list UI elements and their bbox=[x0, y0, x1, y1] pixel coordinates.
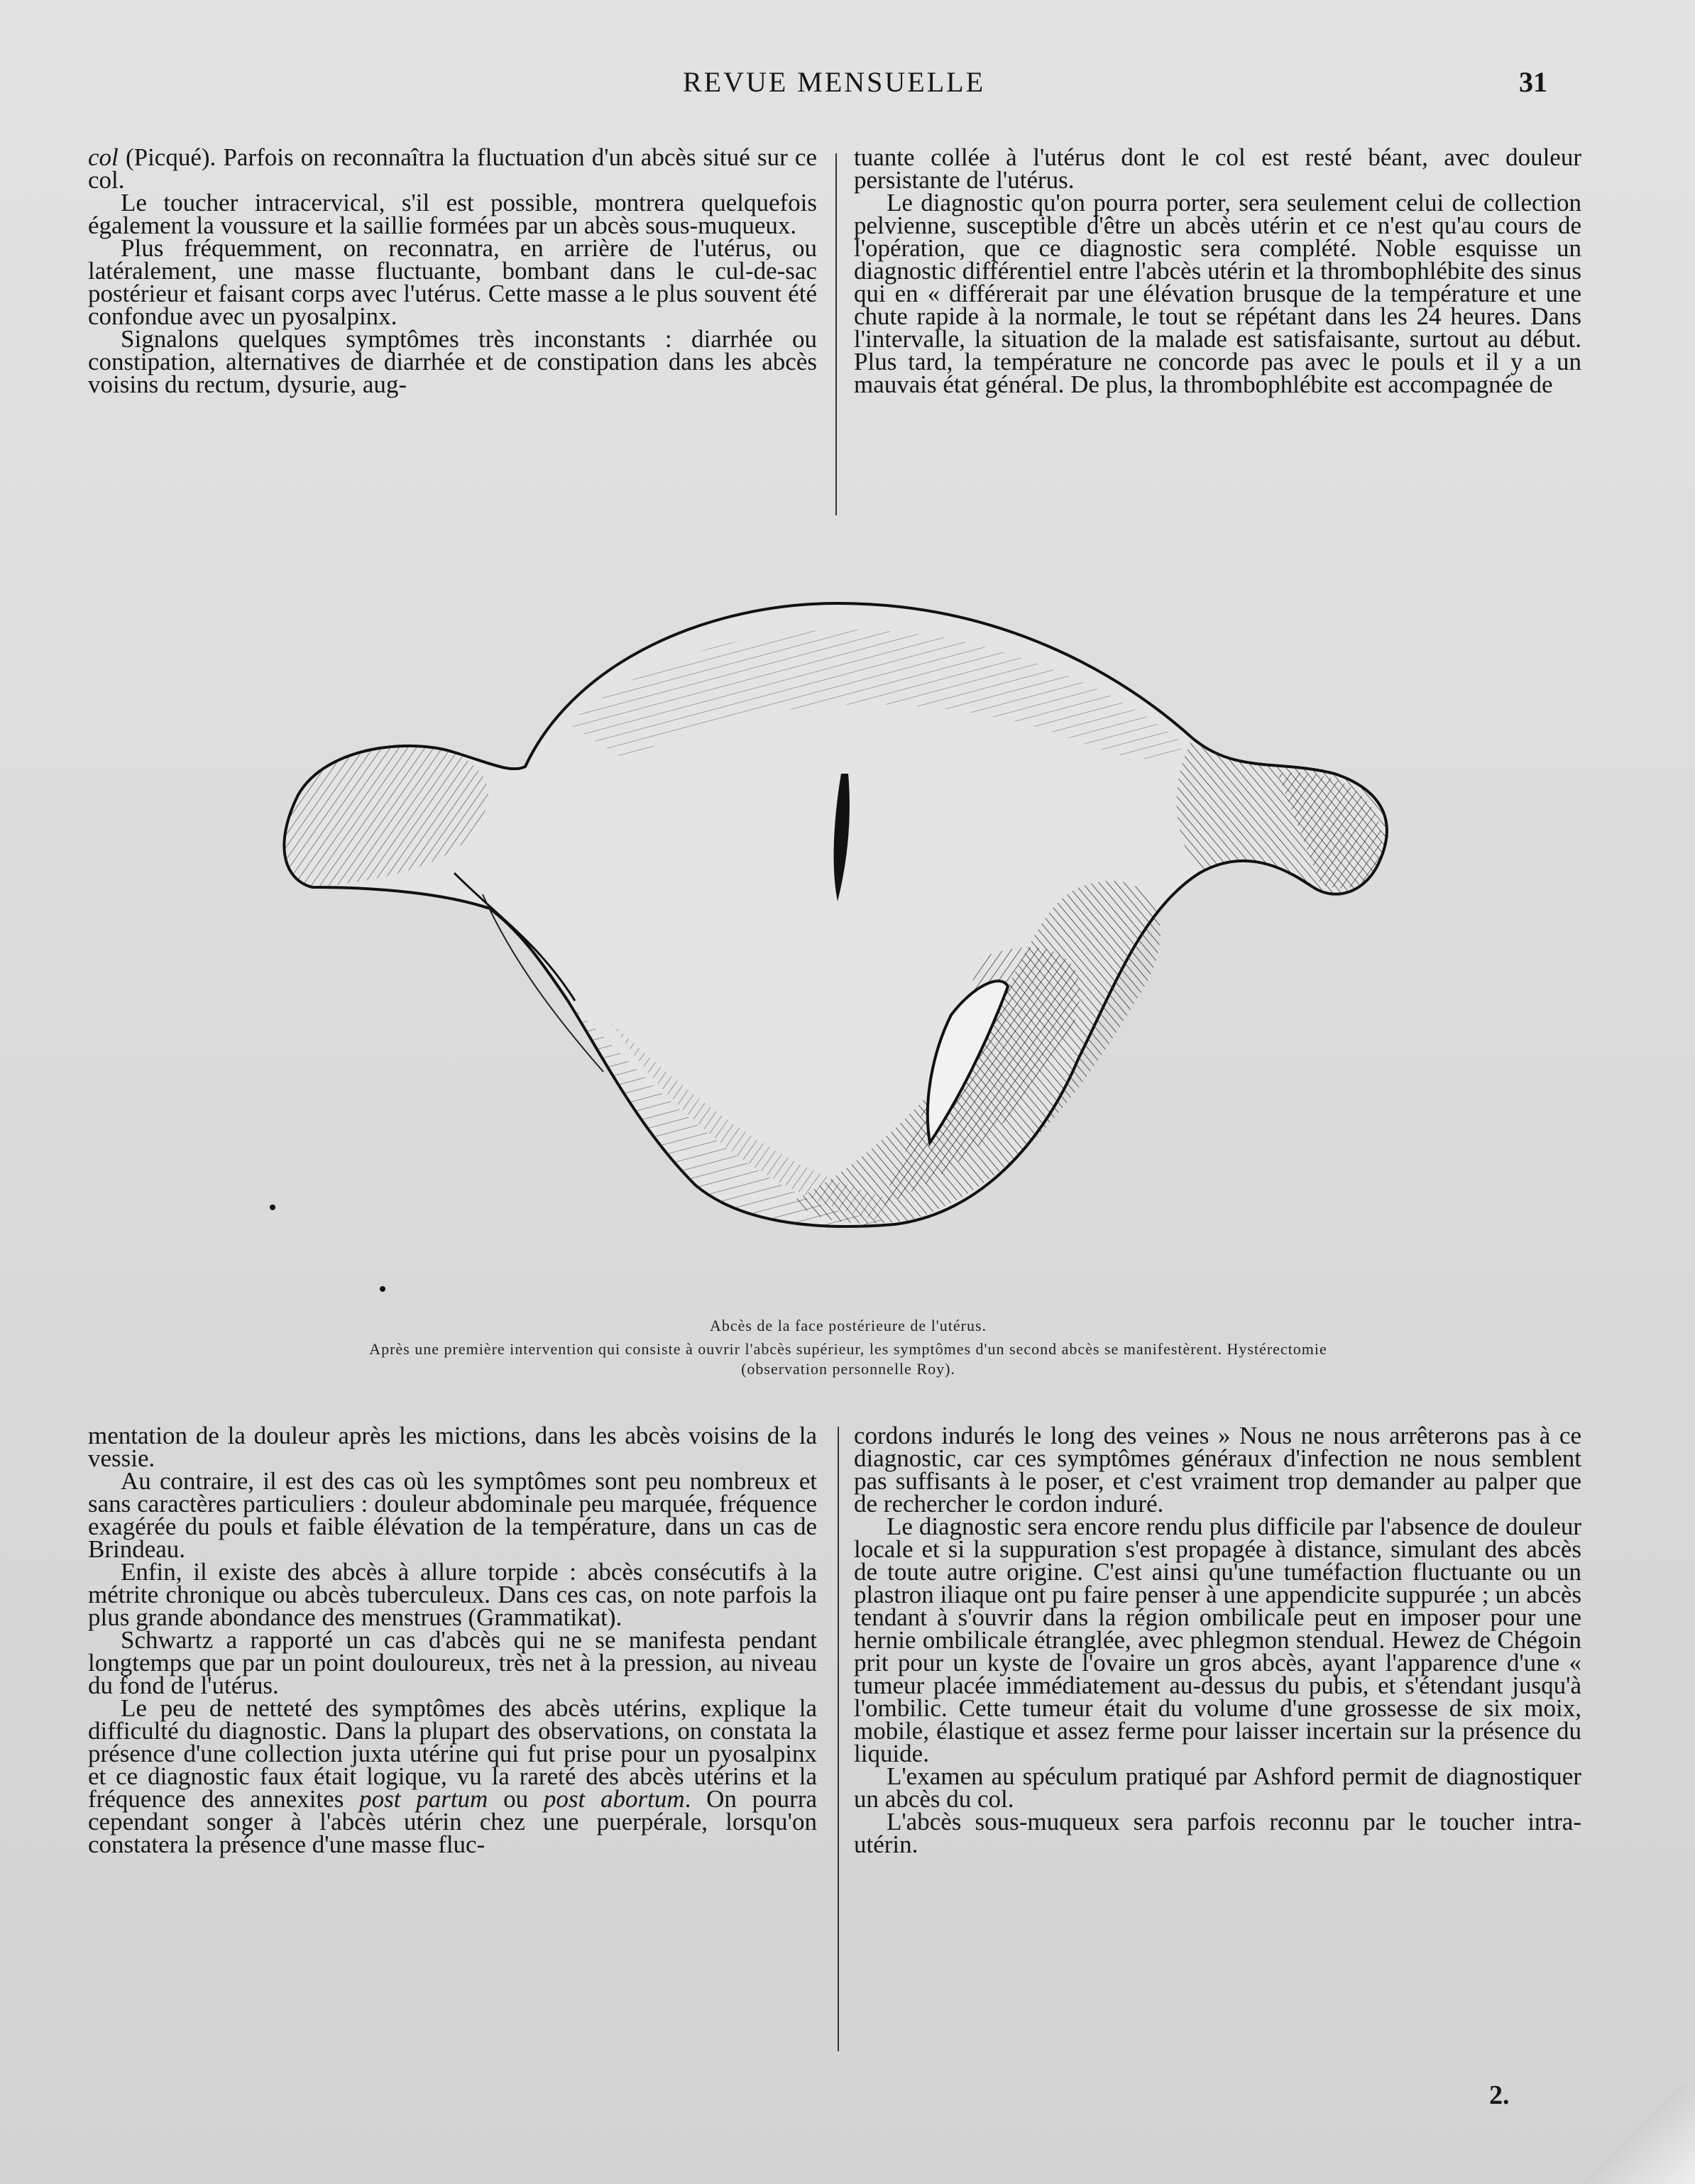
italic-text: post partum bbox=[359, 1785, 488, 1813]
paragraph-text: ou bbox=[488, 1785, 544, 1813]
column-top-right bbox=[854, 143, 1581, 522]
paragraph-text: (Picqué). Parfois on reconnaîtra la fluctuation d'un abcès situé sur ce col. bbox=[88, 143, 817, 194]
print-speck bbox=[380, 1286, 385, 1292]
page-number: 31 bbox=[1519, 66, 1547, 98]
running-header bbox=[85, 65, 1583, 108]
paragraph bbox=[88, 143, 817, 194]
paragraph: Le toucher intracervical, s'il est possible, montrera quelquefois également la voussure et la saillie formées par un abcès sous-muqueux. bbox=[88, 189, 817, 239]
signature-mark: 2. bbox=[1489, 2080, 1510, 2110]
paragraph: Au contraire, il est des cas où les symptômes sont peu nombreux et sans caractères particuliers : douleur abdominale peu marquée, fréquence exagérée du pouls et faible élévation de la température, dans un cas de Brindeau. bbox=[88, 1467, 817, 1563]
paragraph-text: . On pourra cependant songer à l'abcès utérin chez une puerpérale, lorsqu'on constatera la présence d'une masse fluc- bbox=[88, 1785, 818, 1858]
paragraph: L'examen au spéculum pratiqué par Ashford permit de diagnostiquer un abcès du col. bbox=[854, 1762, 1581, 1813]
paragraph: Plus fréquemment, on reconnatra, en arrière de l'utérus, ou latéralement, une masse fluctuante, bombant dans le cul-de-sac postérieur et faisant corps avec l'utérus. Cette masse a le plus souvent été confondue avec un pyosalpinx. bbox=[88, 234, 817, 330]
uterus-abscess-illustration bbox=[270, 561, 1405, 1263]
column-bottom-left bbox=[88, 1422, 818, 2063]
journal-title: REVUE MENSUELLE bbox=[682, 66, 986, 98]
paragraph: cordons indurés le long des veines » Nous ne nous arrêterons pas à ce diagnostic, car ces symptômes généraux d'infection ne nous semblent pas suffisants à le poser, et c'est vraiment trop demander au palper que de rechercher le cordon induré. bbox=[854, 1422, 1581, 1518]
column-bottom-right bbox=[854, 1422, 1581, 2063]
figure-caption-source: (observation personnelle Roy). bbox=[741, 1360, 955, 1378]
paragraph: Enfin, il existe des abcès à allure torpide : abcès consécutifs à la métrite chronique ou abcès tuberculeux. Dans ces cas, on note parfois la plus grande abondance des menstrues (Grammatikat). bbox=[88, 1558, 817, 1631]
paragraph: Schwartz a rapporté un cas d'abcès qui ne se manifesta pendant longtemps que par un point douloureux, très net à la pression, au niveau du fond de l'utérus. bbox=[88, 1626, 817, 1699]
figure-caption-text: Après une première intervention qui consiste à ouvrir l'abcès supérieur, les symptômes d'un second abcès se manifestèrent. Hystérectomie bbox=[369, 1340, 1327, 1358]
paragraph: Le diagnostic qu'on pourra porter, sera seulement celui de collection pelvienne, susceptible d'être un abcès utérin et ce n'est qu'au cours de l'opération, que ce diagnostic sera complété. Noble esquisse un diagnostic différentiel entre l'abcès utérin et la thrombophlébite des sinus qui en « différerait par une élévation brusque de la température et une chute rapide à la normale, le tout se répétant dans les 24 heures. Dans l'intervalle, la situation de la malade est satisfaisante, surtout au début. Plus tard, la température ne concorde pas avec le pouls et il y a un mauvais état général. De plus, la thrombophlébite est accompagnée de bbox=[854, 189, 1581, 398]
figure-caption-title: Abcès de la face postérieure de l'utérus. bbox=[709, 1317, 987, 1334]
column-divider bbox=[835, 153, 837, 515]
column-top-left bbox=[88, 143, 817, 522]
column-divider bbox=[838, 1427, 839, 2051]
italic-text: post abortum bbox=[543, 1785, 685, 1813]
print-speck bbox=[270, 1205, 275, 1210]
italic-text: col bbox=[88, 143, 119, 171]
paragraph: Signalons quelques symptômes très inconstants : diarrhée ou constipation, alternatives de diarrhée et de constipation dans les abcès voisins du rectum, dysurie, aug- bbox=[88, 325, 817, 398]
paragraph bbox=[88, 1694, 818, 1858]
paragraph: Le diagnostic sera encore rendu plus difficile par l'absence de douleur locale et si la suppuration s'est propagée à distance, simulant des abcès de toute autre origine. C'est ainsi qu'une tuméfaction fluctuante ou un plastron iliaque ont pu faire penser à une appendicite suppurée ; un abcès tendant à s'ouvrir dans la région ombilicale peut en imposer pour une hernie ombilicale étranglée, avec phlegmon stendual. Hewez de Chégoin prit pour un kyste de l'ovaire un gros abcès, ayant l'apparence d'une « tumeur placée immédiatement au-dessus du pubis, et s'étendant jusqu'à l'ombilic. Cette tumeur était du volume d'une grossesse de six moix, mobile, élastique et assez ferme pour laisser incertain sur la présence du liquide. bbox=[854, 1513, 1581, 1767]
paragraph: mentation de la douleur après les mictions, dans les abcès voisins de la vessie. bbox=[88, 1422, 817, 1472]
paragraph: L'abcès sous-muqueux sera parfois reconnu par le toucher intra-utérin. bbox=[854, 1808, 1581, 1858]
paragraph: tuante collée à l'utérus dont le col est resté béant, avec douleur persistante de l'utérus. bbox=[854, 143, 1581, 194]
paragraph-text: Le peu de netteté des symptômes des abcès utérins, explique la difficulté du diagnostic. Dans la plupart des observations, on constata la présence d'une collection juxta utérine qui fut prise pour un pyosalpinx et ce diagnostic faux était logique, vu la rareté des abcès utérins et la fréquence des annexites bbox=[88, 1694, 817, 1813]
page-corner-curl bbox=[1567, 2085, 1695, 2184]
